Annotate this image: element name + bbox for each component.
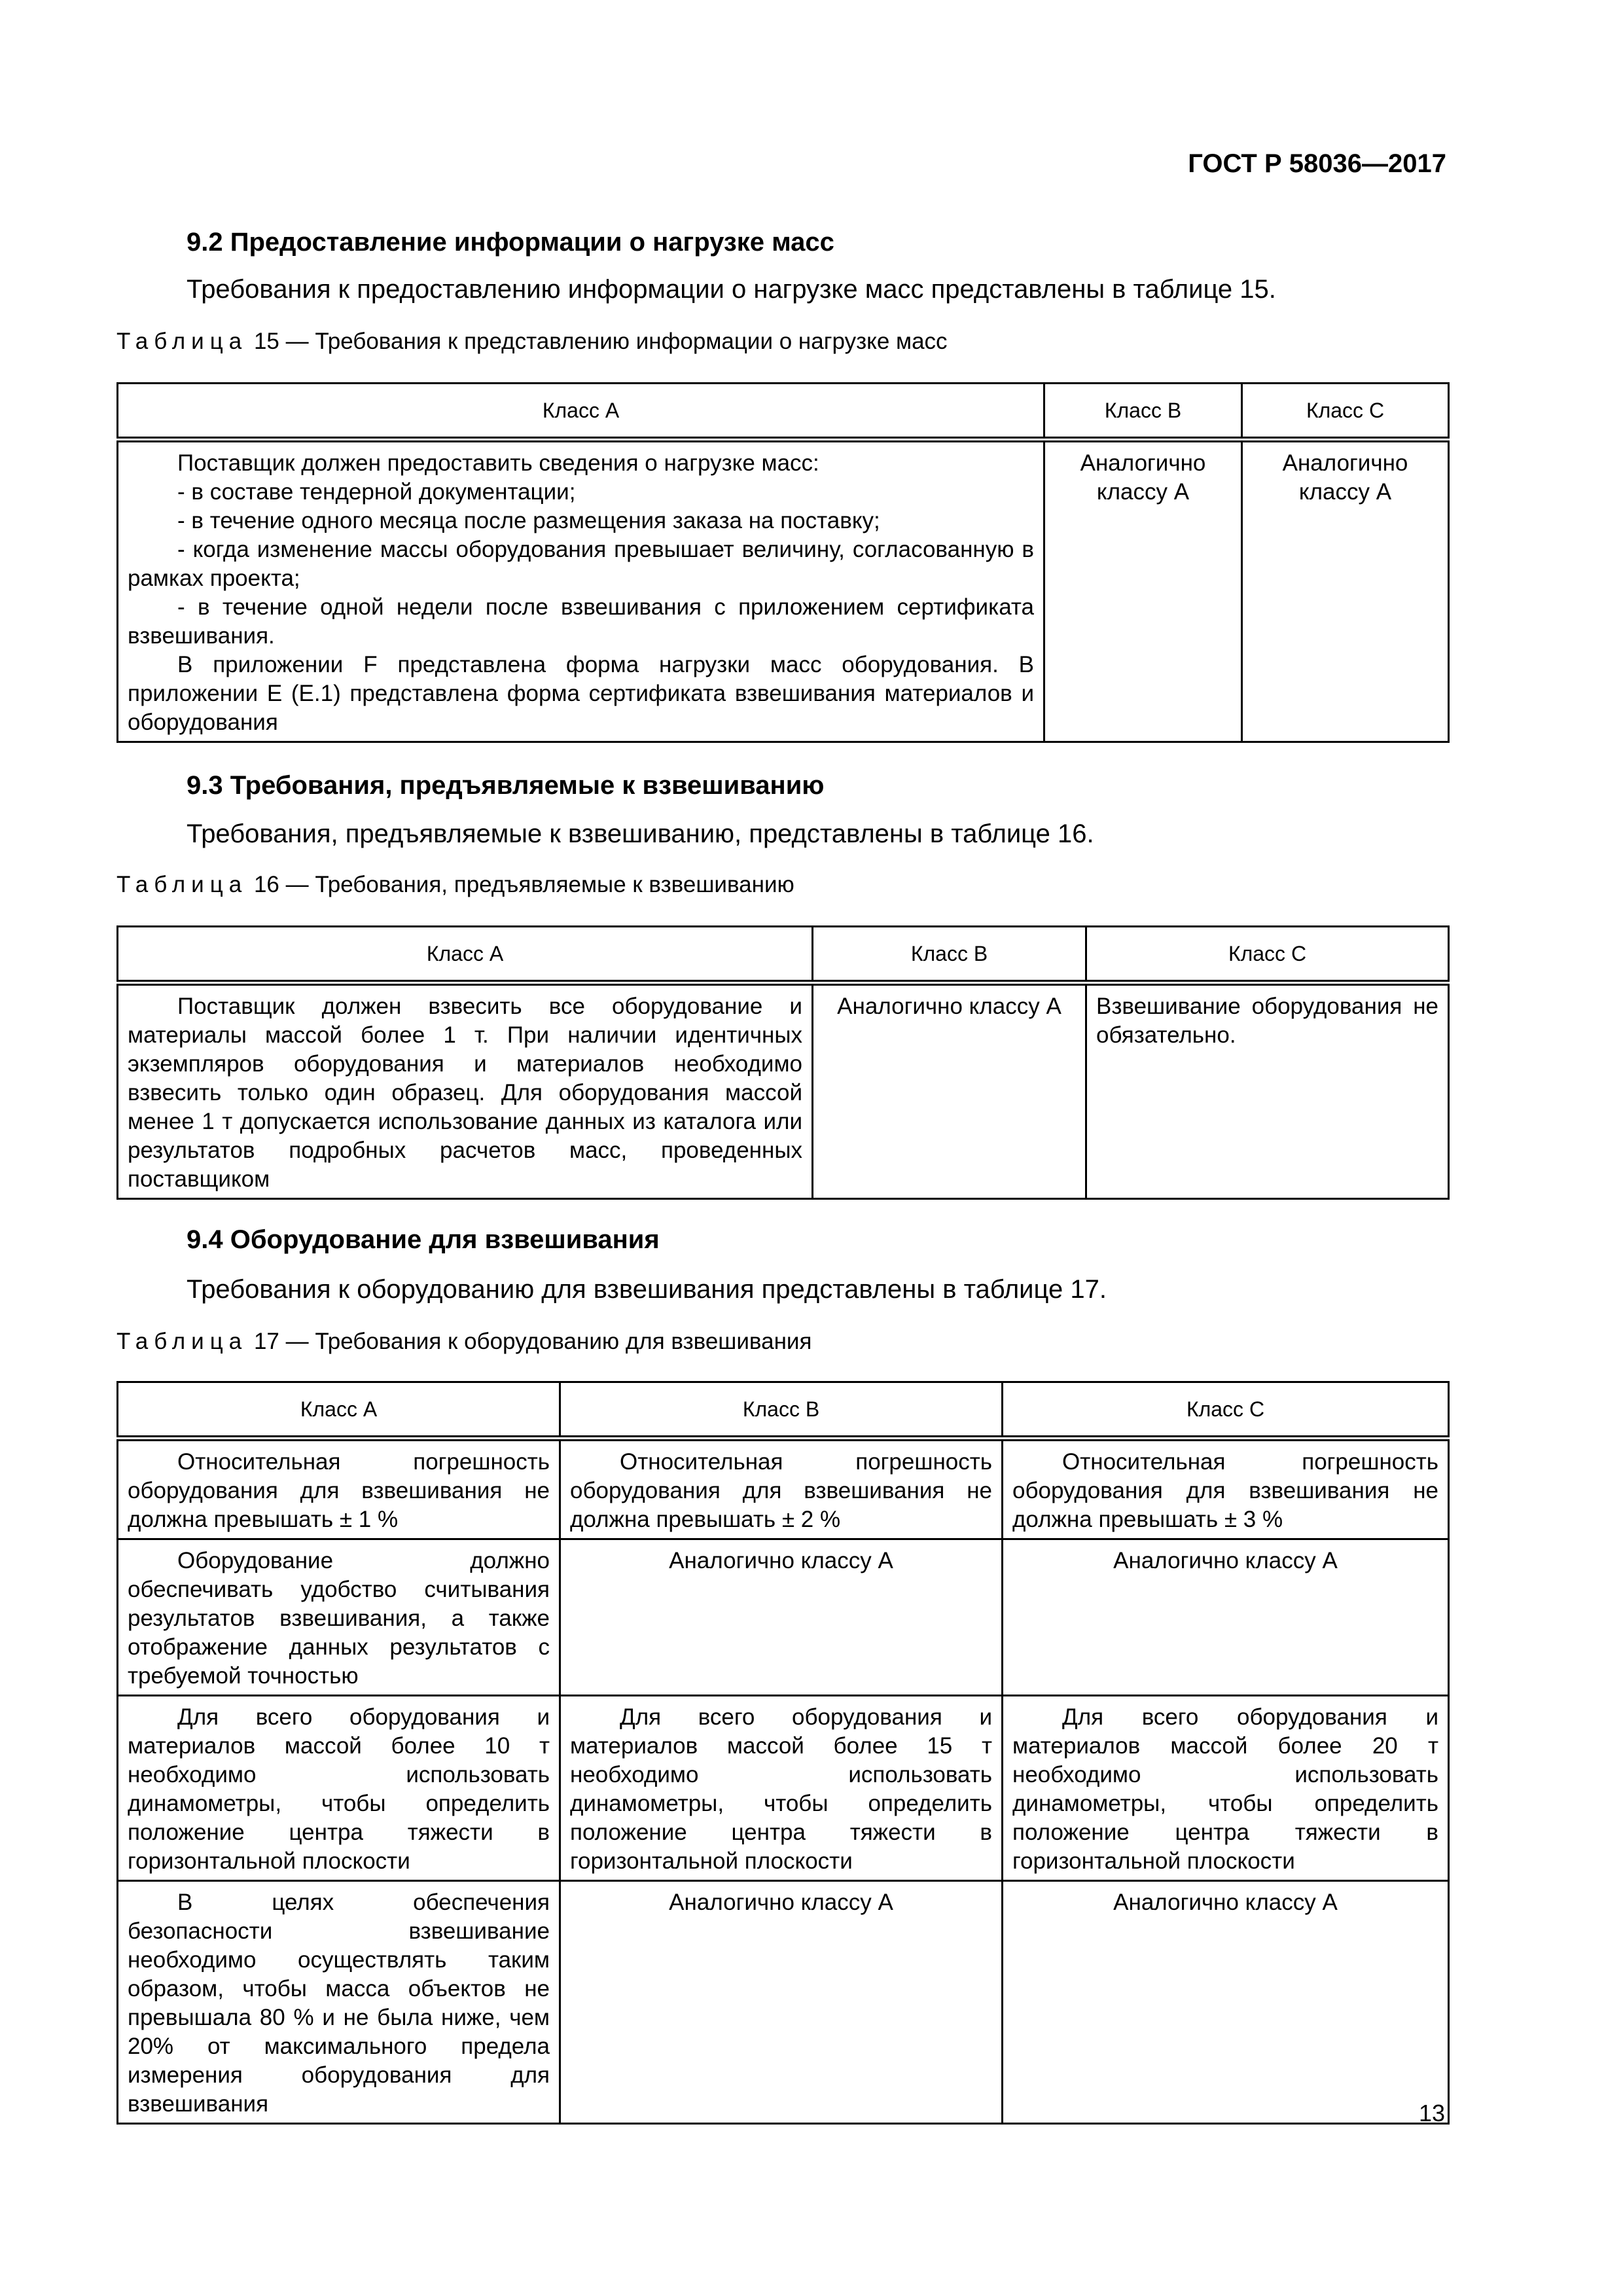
table-15-line: В приложении F представлена форма нагрузки масс оборудования. В приложении Е (Е.1) представлена форма сертификата взвешивания материалов и оборудования (128, 652, 1034, 735)
table-17 (116, 1381, 1450, 2125)
table-16-cell-class-a: Поставщик должен взвесить все оборудование и материалы массой более 1 т. При наличии идентичных экземпляров оборудования и материалов необходимо взвесить только один образец. Для оборудования массой менее 1 т допускается использование данных из каталога или результатов подробных расчетов масс, проведенных поставщиком (118, 983, 813, 1199)
table-17-cell: Аналогично классу А (560, 1881, 1003, 2124)
table-15-caption (116, 329, 948, 355)
table-17-header-class-c: Класс С (1003, 1382, 1449, 1439)
caption-prefix: Таблица (116, 872, 248, 897)
standard-code: ГОСТ Р 58036—2017 (1188, 149, 1446, 178)
table-17-cell: Относительная погрешность оборудования для взвешивания не должна превышать ± 3 % (1003, 1439, 1449, 1539)
table-17-cell: Аналогично классу А (1003, 1539, 1449, 1696)
table-17-header-class-b: Класс В (560, 1382, 1003, 1439)
table-16-header-class-a: Класс А (118, 927, 813, 983)
table-16-cell-class-c: Взвешивание оборудования не обязательно. (1086, 983, 1449, 1199)
section-9-4-paragraph: Требования к оборудованию для взвешивания представлены в таблице 17. (187, 1275, 1107, 1304)
table-15-line: - в составе тендерной документации; (177, 479, 576, 505)
table-row (118, 1881, 1449, 2124)
table-16 (116, 925, 1450, 1200)
table-17-cell: Оборудование должно обеспечивать удобство считывания результатов взвешивания, а также отображение данных результатов с требуемой точностью (118, 1539, 560, 1696)
table-row (118, 1696, 1449, 1881)
table-15 (116, 382, 1450, 743)
table-17-cell: Для всего оборудования и материалов массой более 15 т необходимо использовать динамометры, чтобы определить положение центра тяжести в горизонтальной плоскости (560, 1696, 1003, 1881)
table-17-cell: Относительная погрешность оборудования для взвешивания не должна превышать ± 2 % (560, 1439, 1003, 1539)
table-17-cell: В целях обеспечения безопасности взвешивание необходимо осуществлять таким образом, чтобы масса объектов не превышала 80 % и не была ниже, чем 20% от максимального предела измерения оборудования для взвешивания (118, 1881, 560, 2124)
section-9-3-heading: 9.3 Требования, предъявляемые к взвешиванию (187, 771, 825, 800)
table-17-cell: Аналогично классу А (560, 1539, 1003, 1696)
table-16-header-class-b: Класс В (813, 927, 1086, 983)
table-15-header-class-b: Класс В (1044, 384, 1242, 440)
table-17-cell: Для всего оборудования и материалов массой более 10 т необходимо использовать динамометры, чтобы определить положение центра тяжести в горизонтальной плоскости (118, 1696, 560, 1881)
table-17-cell: Относительная погрешность оборудования для взвешивания не должна превышать ± 1 % (118, 1439, 560, 1539)
table-15-header-class-c: Класс С (1242, 384, 1449, 440)
table-17-cell: Для всего оборудования и материалов массой более 20 т необходимо использовать динамометры, чтобы определить положение центра тяжести в горизонтальной плоскости (1003, 1696, 1449, 1881)
table-15-cell-class-b: Аналогично классу А (1044, 440, 1242, 742)
table-15-cell-class-c: Аналогично классу А (1242, 440, 1449, 742)
table-15-cell-class-a (118, 440, 1044, 742)
table-15-line: - в течение одной недели после взвешивания с приложением сертификата взвешивания. (128, 594, 1034, 649)
table-15-line: - когда изменение массы оборудования превышает величину, согласованную в рамках проекта; (128, 537, 1034, 591)
table-15-line: - в течение одного месяца после размещения заказа на поставку; (177, 508, 880, 533)
table-16-cell-class-b: Аналогично классу А (813, 983, 1086, 1199)
section-9-4-heading: 9.4 Оборудование для взвешивания (187, 1225, 660, 1254)
section-9-3-paragraph: Требования, предъявляемые к взвешиванию, представлены в таблице 16. (187, 819, 1094, 848)
caption-prefix: Таблица (116, 1329, 248, 1354)
table-17-header-class-a: Класс А (118, 1382, 560, 1439)
table-row (118, 1539, 1449, 1696)
page-number: 13 (1418, 2100, 1445, 2126)
table-16-caption (116, 872, 794, 898)
caption-text: 16 — Требования, предъявляемые к взвешиванию (253, 872, 794, 897)
table-16-header-class-c: Класс С (1086, 927, 1449, 983)
table-17-caption (116, 1329, 812, 1355)
caption-prefix: Таблица (116, 329, 248, 354)
table-15-header-class-a: Класс А (118, 384, 1044, 440)
table-17-cell: Аналогично классу А (1003, 1881, 1449, 2124)
caption-text: 17 — Требования к оборудованию для взвешивания (253, 1329, 812, 1354)
table-15-line: Поставщик должен предоставить сведения о нагрузке масс: (177, 450, 819, 476)
section-9-2-paragraph: Требования к предоставлению информации о нагрузке масс представлены в таблице 15. (187, 275, 1276, 304)
caption-text: 15 — Требования к представлению информации о нагрузке масс (253, 329, 948, 354)
table-row (118, 1439, 1449, 1539)
section-9-2-heading: 9.2 Предоставление информации о нагрузке масс (187, 228, 834, 257)
